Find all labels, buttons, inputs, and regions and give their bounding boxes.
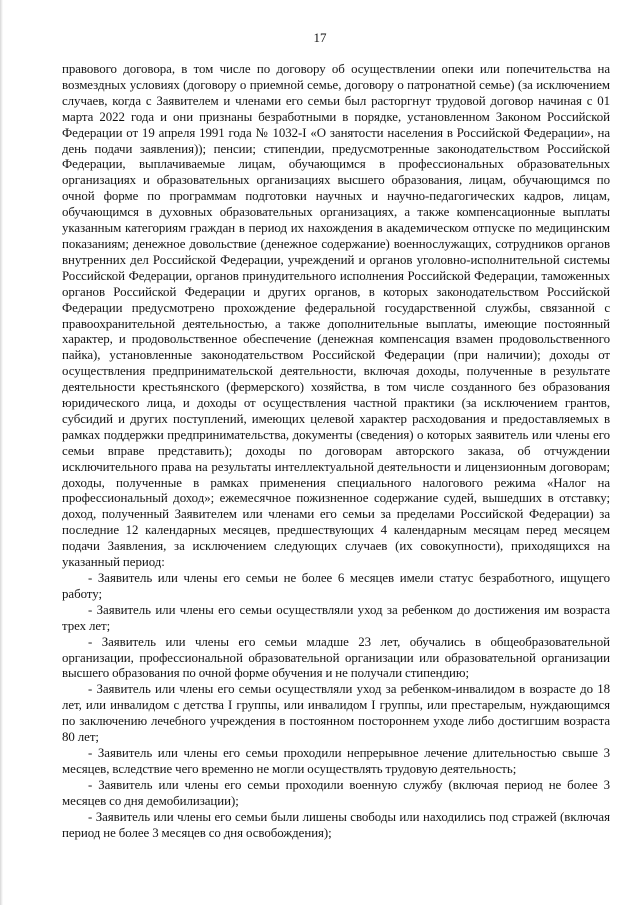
continuation-paragraph: правового договора, в том числе по договору об осуществлении опеки или попечительства на возмездных условиях (договору о приемной семье, договору о патронатной семье) (за исключением случаев, когда с Заявителем и членами его семьи был расторгнут трудовой договор начиная с 01 марта 2022 года и они признаны безработными в порядке, установленном Законом Российской Федерации от 19 апреля 1991 года № 1032-I «О занятости населения в Российской Федерации», на день подачи заявления)); пенсии; стипендии, предусмотренные законодательством Российской Федерации, выплачиваемые лицам, обучающимся в профессиональных образовательных организациях и образовательных организациях высшего образования, лицам, обучающимся по очной форме по программам подготовки научных и научно-педагогических кадров, лицам, обучающимся в духовных образовательных организациях, а также компенсационные выплаты указанным категориям граждан в период их нахождения в академическом отпуске по медицинским показаниям; денежное довольствие (денежное содержание) военнослужащих, сотрудников органов внутренних дел Российской Федерации, учреждений и органов уголовно-исполнительной системы Российской Федерации, органов принудительного исполнения Российской Федерации, таможенных органов Российской Федерации и других органов, в которых законодательством Российской Федерации предусмотрено прохождение федеральной государственной службы, связанной с правоохранительной деятельностью, а также дополнительные выплаты, имеющие постоянный характер, и продовольственное обеспечение (денежная компенсация взамен продовольственного пайка), установленные законодательством Российской Федерации (при наличии); доходы от осуществления предпринимательской деятельности, включая доходы, полученные в результате деятельности крестьянского (фермерского) хозяйства, в том числе созданного без образования юридического лица, и доходы от осуществления частной практики (за исключением грантов, субсидий и других поступлений, имеющих целевой характер расходования и предоставляемых в рамках поддержки предпринимательства, документы (сведения) о которых заявитель или члены его семьи вправе представить); доходы по договорам авторского заказа, об отчуждении исключительного права на результаты интеллектуальной деятельности и лицензионным договорам; доходы, полученные в рамках применения специального налогового режима «Налог на профессиональный доход»; ежемесячное пожизненное содержание судей, вышедших в отставку; доход, полученный Заявителем или членами его семьи за пределами Российской Федерации) за последние 12 календарных месяцев, предшествующих 4 календарным месяцам перед месяцем подачи Заявления, за исключением следующих случаев (их совокупности), приходящихся на указанный период: xyxy=(62,62,610,570)
scan-edge-shadow xyxy=(0,0,3,905)
list-item-disabled-care: - Заявитель или члены его семьи осуществляли уход за ребенком-инвалидом в возрасте до 18 лет, или инвалидом с детства I группы, или инвалидом I группы, или престарелым, нуждающимся по заключению лечебного учреждения в постоянном постороннем уходе либо достигшим возраста 80 лет; xyxy=(62,682,610,745)
document-body xyxy=(62,62,610,841)
list-item-medical-treatment: - Заявитель или члены его семьи проходили непрерывное лечение длительностью свыше 3 месяцев, вследствие чего временно не могли осуществлять трудовую деятельность; xyxy=(62,745,610,776)
list-item-military-service: - Заявитель или члены его семьи проходили военную службу (включая период не более 3 месяцев со дня демобилизации); xyxy=(62,777,610,808)
list-item-students: - Заявитель или члены его семьи младше 23 лет, обучались в общеобразовательной организации, профессиональной образовательной организации или образовательной организации высшего образования по очной форме обучения и не получали стипендию; xyxy=(62,634,610,681)
list-item-childcare: - Заявитель или члены его семьи осуществляли уход за ребенком до достижения им возраста трех лет; xyxy=(62,602,610,633)
list-item-detention: - Заявитель или члены его семьи были лишены свободы или находились под стражей (включая период не более 3 месяцев со дня освобождения); xyxy=(62,809,610,840)
page-number: 17 xyxy=(313,30,327,45)
list-item-unemployed: - Заявитель или члены его семьи не более 6 месяцев имели статус безработного, ищущего работу; xyxy=(62,571,610,601)
